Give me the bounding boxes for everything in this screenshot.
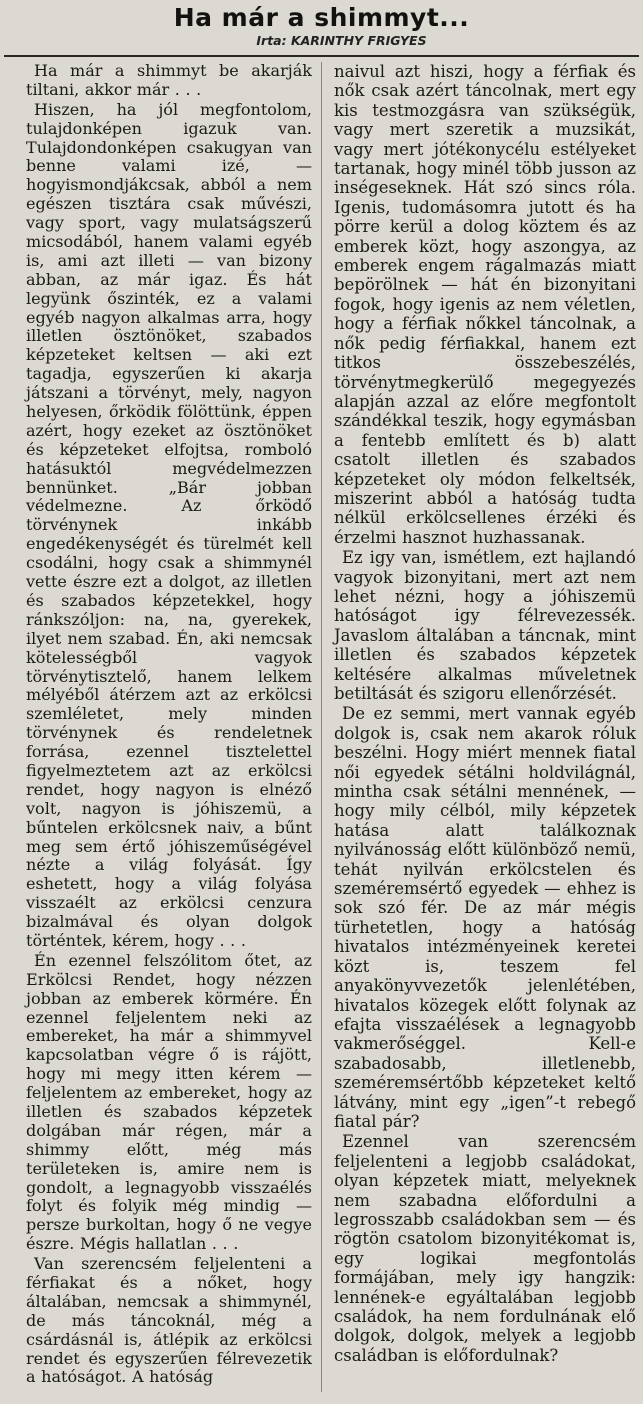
column-divider (321, 62, 322, 1392)
paragraph: Van szerencsém feljelenteni a férfiakat és a nőket, hogy általában, nemcsak a shimmynél, de más táncoknál, még a csárdásnál is, átlépik az erkölcsi rendet és egyszerűen félrevezetik a hatóságot. A hatóság (26, 1254, 312, 1387)
paragraph: Ezennel van szerencsém feljelenteni a legjobb családokat, olyan képzetek miatt, melyeknek nem szabadna előfordulni a legrosszabb családokban sem — és rögtön csatolom bizonyitékomat is, egy logikai megfontolás formájában, mely igy hangzik: lennének-e egyáltalában legjobb családok, ha nem fordulnának elő dolgok, dolgok, melyek a legjobb családban is előfordulnak? (334, 1132, 636, 1365)
left-column (26, 62, 312, 1388)
paragraph: Ez igy van, ismétlem, ezt hajlandó vagyok bizonyitani, mert azt nem lehet nézni, hogy a jóhiszemü hatóságot igy félrevezessék. Javaslom általában a táncnak, mint illetlen és szabados képzetek keltésére alkalmas műveletnek betiltását és szigoru ellenőrzését. (334, 548, 636, 703)
paragraph: De ez semmi, mert vannak egyéb dolgok is, csak nem akarok róluk beszélni. Hogy miért mennek fiatal női egyedek sétálni holdvilágnál, mintha csak sétálni mennének, — hogy mily célból, mily képzetek hatása alatt találkoznak nyilvánosság előtt különböző nemü, tehát nyilván erkölcstelen és szeméremsértő egyedek — ehhez is sok szó fér. De az már mégis türhetetlen, hogy a hatóság hivatalos intézményeinek keretei közt is, teszem fel anyakönyvvezetők jelenlétében, hivatalos közegek előtt folynak az efajta visszaélések a legnagyobb vakmerőséggel. Kell-e szabadosabb, illetlenebb, szeméremsértőbb képzeteket keltő látvány, mint egy „igen”-t rebegő fiatal pár? (334, 704, 636, 1131)
article-header (0, 4, 643, 49)
paragraph: Hiszen, ha jól megfontolom, tulajdonképen igazuk van. Tulajdondonképen csakugyan van benne valami izé, — hogyismondjákcsak, abból a nem egészen tisztára csak művészi, vagy sport, vagy mulatságszerű micsodából, hanem valami egyéb is, ami azt illeti — van bizony abban, az már igaz. És hát legyünk őszinték, ez a valami egyéb nagyon alkalmas arra, hogy illetlen ösztönöket, szabados képzeteket keltsen — aki ezt tagadja, egyszerűen ki akarja játszani a törvényt, mely, nagyon helyesen, őrködik fölöttünk, éppen azért, hogy ezeket az ösztönöket és képzeteket elfojtsa, romboló hatásuktól megvédelmezzen bennünket. „Bár jobban védelmezne. Az őrködő törvénynek inkább engedékenységét és türelmét kell csodálni, hogy csak a shimmynél vette észre ezt a dolgot, az illetlen és szabados képzetekkel, hogy ránkszóljon: na, na, gyerekek, ilyet nem szabad. Én, aki nemcsak kötelességből vagyok törvénytisztelő, hanem lelkem mélyéből átérzem azt az erkölcsi szemléletet, mely minden törvénynek és rendeletnek forrása, ezennel tisztelettel figyelmeztetem azt az erkölcsi rendet, hogy nagyon is elnéző volt, nagyon is jóhiszemü, a bűntelen erkölcsnek naiv, a bűnt meg sem értő jóhiszeműségével nézte a világ folyását. Így eshetett, hogy a világ folyása visszaélt az erkölcsi cenzura bizalmával és olyan dolgok történtek, kérem, hogy . . . (26, 99, 312, 950)
paragraph: Én ezennel felszólitom őtet, az Erkölcsi Rendet, hogy nézzen jobban az emberek körmére. Én ezennel feljelentem neki az embereket, ha már a shimmyvel kapcsolatban végre ő is rájött, hogy mi megy itten kérem — feljelentem az embereket, hogy az illetlen és szabados képzetek dolgában már régen, már a shimmy előtt, még más területeken is, amire nem is gondolt, a legnagyobb visszaélés folyt és folyik még mindig — persze burkoltan, hogy ő ne vegye észre. Mégis hallatlan . . . (26, 950, 312, 1254)
article-byline: Irta: KARINTHY FRIGYES (256, 33, 427, 48)
right-column (334, 62, 636, 1366)
article-title: Ha már a shimmyt... (173, 3, 470, 32)
header-rule (4, 55, 639, 57)
paragraph: naivul azt hiszi, hogy a férfiak és nők csak azért táncolnak, mert egy kis testmozgásra van szükségük, vagy mert szeretik a muzsikát, vagy mert jótékonycélu estélyeket tartanak, hogy minél több jusson az inségeseknek. Hát szó sincs róla. Igenis, tudomásomra jutott és ha pörre kerül a dolog köztem és az emberek közt, hogy aszongya, az emberek engem rágalmazás miatt bepörölnek — hát én bizonyitani fogok, hogy igenis az nem véletlen, hogy a férfiak nőkkel táncolnak, a nők pedig férfiakkal, hanem ezt titkos összebeszélés, törvénytmegkerülő megegyezés alapján azzal az előre megfontolt szándékkal teszik, hogy egymásban a fentebb említett és b) alatt csatolt illetlen és szabados képzeteket oly módon felkeltsék, miszerint abból a hatóság tudta nélkül erkölcsellenes érzéki és érzelmi hasznot huzhassanak. (334, 62, 636, 547)
paragraph: Ha már a shimmyt be akarják tiltani, akkor már . . . (26, 61, 312, 99)
